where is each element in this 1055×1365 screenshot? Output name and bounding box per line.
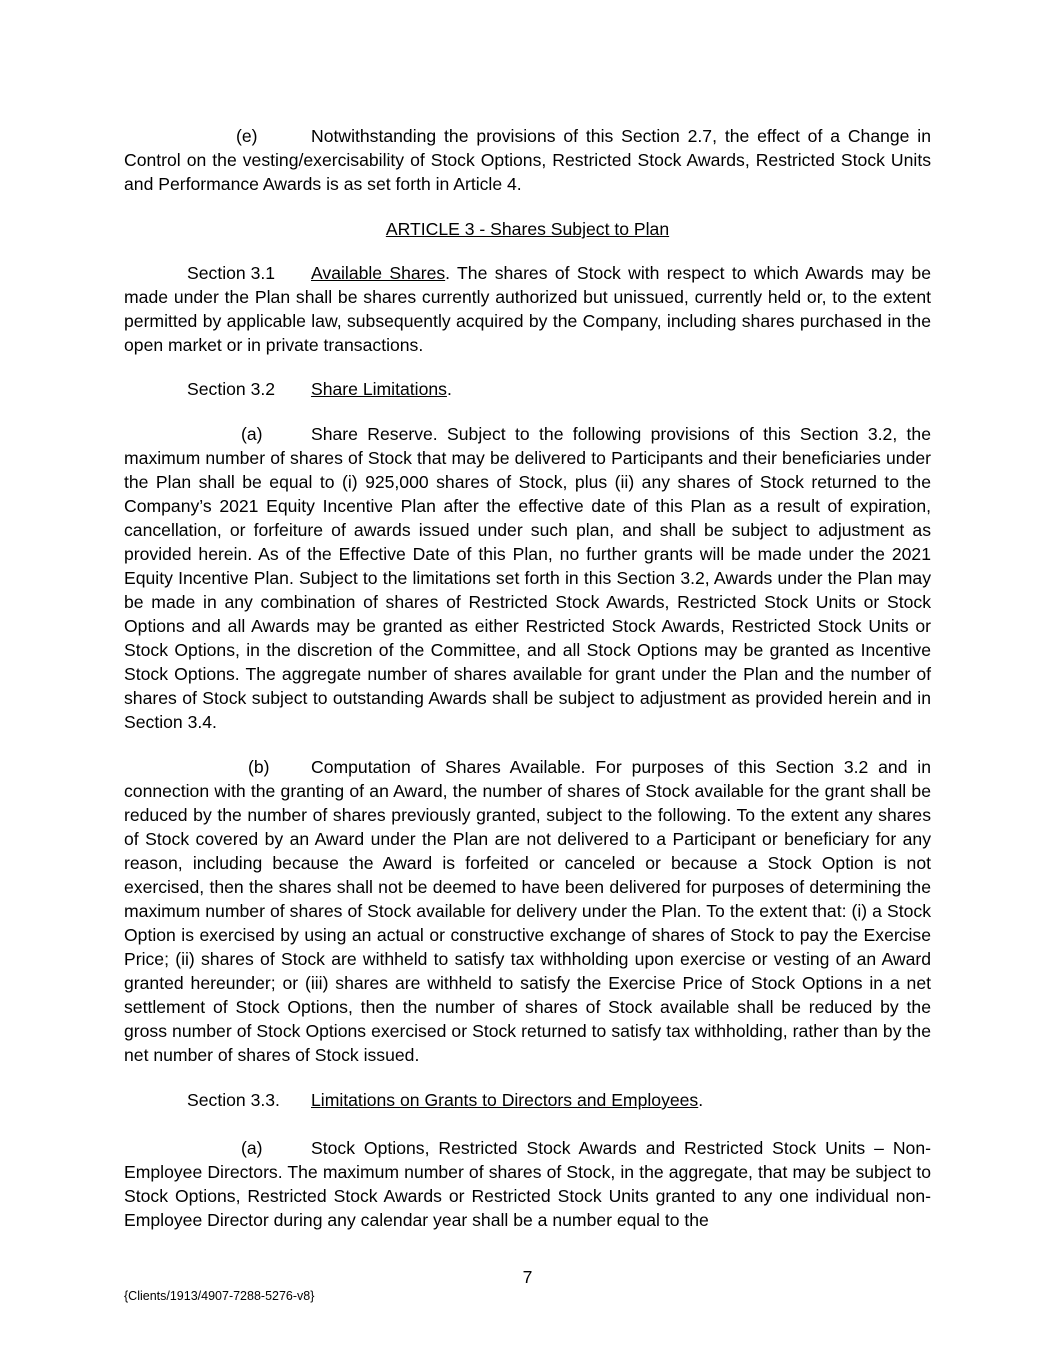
paragraph-3-2-b-label: (b)	[248, 757, 270, 777]
section-3-3-period: .	[698, 1090, 704, 1110]
section-3-1-label: Section 3.1	[187, 263, 276, 283]
document-id: {Clients/1913/4907-7288-5276-v8}	[124, 1289, 315, 1303]
section-3-1	[124, 261, 931, 357]
paragraph-e-text: Notwithstanding the provisions of this Section 2.7, the effect of a Change in Control on the vesting/exercisability of Stock Options, Restricted Stock Awards, Restricted Stock Units and Performance Awards is as set forth in Article 4.	[124, 126, 931, 194]
paragraph-3-2-a-text: Share Reserve. Subject to the following provisions of this Section 3.2, the maximum number of shares of Stock that may be delivered to Participants and their beneficiaries under the Plan shall be equal to (i) 925,000 shares of Stock, plus (ii) any shares of Stock returned to the Company’s 2021 Equity Incentive Plan after the effective date of this Plan as a result of expiration, cancellation, or forfeiture of awards issued under such plan, and shall be subject to adjustment as provided herein. As of the Effective Date of this Plan, no further grants will be made under the 2021 Equity Incentive Plan. Subject to the limitations set forth in this Section 3.2, Awards under the Plan may be made in any combination of shares of Restricted Stock Awards, Restricted Stock Units or Stock Options and all Awards may be granted as either Restricted Stock Awards, Restricted Stock Units or Stock Options, in the discretion of the Committee, and all Stock Options may be granted as Incentive Stock Options. The aggregate number of shares available for grant under the Plan and the number of shares of Stock subject to outstanding Awards shall be subject to adjustment as provided herein and in Section 3.4.	[124, 424, 931, 732]
section-3-1-text: . The shares of Stock with respect to which Awards may be made under the Plan shall be shares currently authorized but unissued, currently held or, to the extent permitted by applicable law, subsequently acquired by the Company, including shares purchased in the open market or in private transactions.	[124, 263, 931, 355]
section-3-3-label: Section 3.3.	[187, 1090, 280, 1110]
paragraph-e	[124, 124, 931, 196]
paragraph-3-2-a	[124, 422, 931, 734]
section-3-2-period: .	[446, 379, 452, 399]
section-3-2-label: Section 3.2	[187, 379, 276, 399]
article-heading-text: ARTICLE 3 - Shares Subject to Plan	[385, 219, 670, 239]
paragraph-3-2-b	[124, 755, 931, 1067]
section-3-3-heading: Limitations on Grants to Directors and Employees	[311, 1090, 699, 1110]
paragraph-3-2-a-label: (a)	[241, 424, 263, 444]
paragraph-3-3-a	[124, 1136, 931, 1232]
article-heading	[124, 217, 931, 241]
section-3-2-heading: Share Limitations	[311, 379, 447, 399]
section-3-3	[124, 1088, 931, 1112]
section-3-1-heading: Available Shares	[311, 263, 446, 283]
paragraph-e-label: (e)	[236, 126, 258, 146]
paragraph-3-2-b-text: Computation of Shares Available. For purposes of this Section 3.2 and in connection with the granting of an Award, the number of shares of Stock available for the grant shall be reduced by the number of shares previously granted, subject to the following. To the extent any shares of Stock covered by an Award under the Plan are not delivered to a Participant or beneficiary for any reason, including because the Award is forfeited or canceled or because a Stock Option is not exercised, then the shares shall not be deemed to have been delivered for purposes of determining the maximum number of shares of Stock available for delivery under the Plan. To the extent that: (i) a Stock Option is exercised by using an actual or constructive exchange of shares of Stock to pay the Exercise Price; (ii) shares of Stock are withheld to satisfy tax withholding upon exercise or vesting of an Award granted hereunder; or (iii) shares are withheld to satisfy the Exercise Price of Stock Options in a net settlement of Stock Options, then the number of shares of Stock available shall be reduced by the gross number of Stock Options exercised or Stock returned to satisfy tax withholding, rather than by the net number of shares of Stock issued.	[124, 757, 931, 1065]
paragraph-3-3-a-label: (a)	[241, 1138, 263, 1158]
section-3-2	[124, 377, 931, 401]
paragraph-3-3-a-text: Stock Options, Restricted Stock Awards and Restricted Stock Units – Non-Employee Directors. The maximum number of shares of Stock, in the aggregate, that may be subject to Stock Options, Restricted Stock Awards or Restricted Stock Units granted to any one individual non-Employee Director during any calendar year shall be a number equal to the	[124, 1138, 931, 1230]
page-number: 7	[522, 1267, 533, 1287]
